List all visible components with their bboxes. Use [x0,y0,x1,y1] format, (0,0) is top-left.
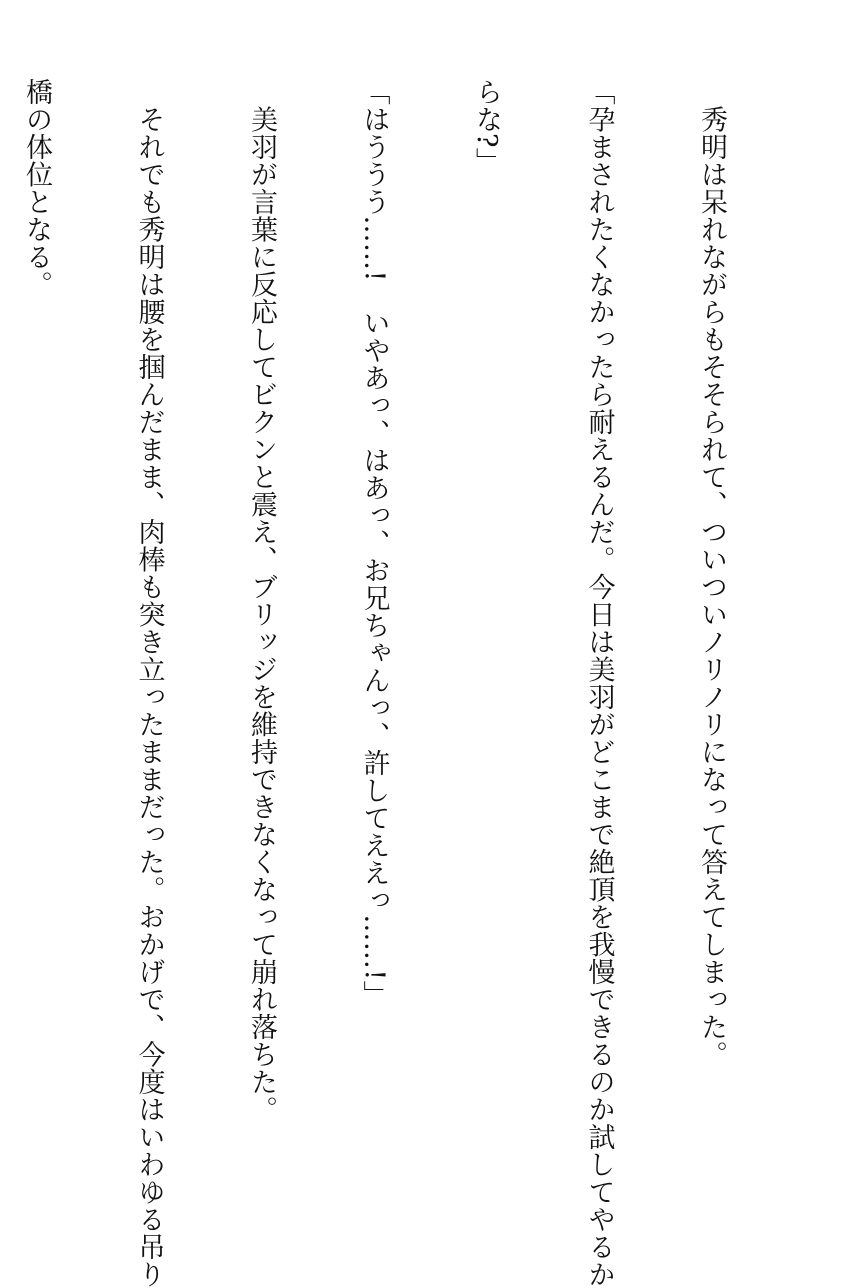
text-line: それでも秀明は腰を掴んだまま、肉棒も突き立ったままだった。おかげで、今度はいわゆる吊り [133,78,165,1288]
vertical-text-column [0,78,805,1288]
text-line: らな?」 [471,78,502,176]
text-line: 秀明は呆れながらもそそられて、ついついノリノリになって答えてしまった。 [696,78,727,1068]
text-line: 橋の体位となる。 [21,78,52,298]
text-line: 「はううう……! いやあっ、はあっ、お兄ちゃんっ、許してええっ……!」 [358,78,390,1009]
text-line: 「孕まされたくなかったら耐えるんだ。今日は美羽がどこまで絶頂を我慢できるのか試してやるか [583,78,615,1288]
text-line: 美羽が言葉に反応してビクンと震え、ブリッジを維持できなくなって崩れ落ちた。 [246,78,277,1123]
